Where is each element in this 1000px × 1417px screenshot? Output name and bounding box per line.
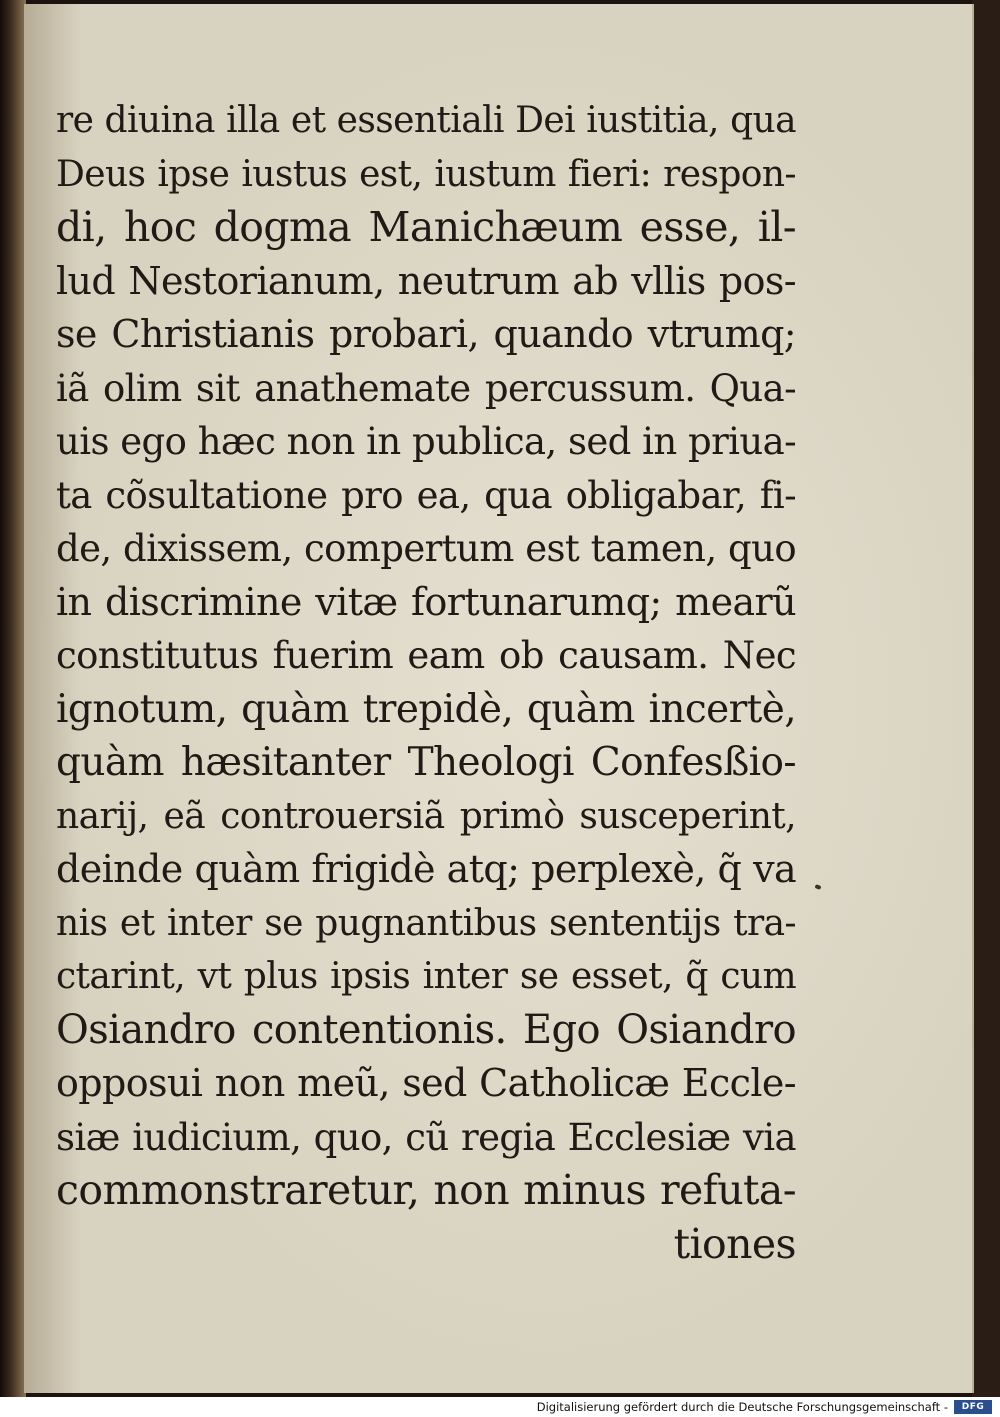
footer-bar xyxy=(0,1397,1000,1417)
page-binding-edge xyxy=(0,0,26,1397)
text-line: siæ iudicium, quo, cũ regia Ecclesiæ via xyxy=(56,1115,796,1159)
page-text xyxy=(56,94,796,1271)
text-line: commonstraretur, non minus refuta- xyxy=(56,1166,796,1214)
text-line: in discrimine vitæ fortunarumq; mearũ xyxy=(56,579,796,624)
text-line: quàm hæsitanter Theologi Confesßio- xyxy=(56,740,796,785)
text-line: ignotum, quàm trepidè, quàm incertè, xyxy=(56,686,796,732)
text-line: se Christianis probari, quando vtrumq; xyxy=(56,312,796,356)
text-line: opposui non meũ, sed Catholicæ Eccle- xyxy=(56,1061,796,1105)
text-line: iã olim sit anathemate percussum. Qua- xyxy=(56,366,796,410)
text-line: Osiandro contentionis. Ego Osiandro xyxy=(56,1006,796,1053)
text-line: re diuina illa et essentiali Dei iustitia, qua xyxy=(56,100,796,141)
text-line: deinde quàm frigidè atq; perplexè, q̃ va xyxy=(56,847,796,891)
text-line: Deus ipse iustus est, iustum fieri: respon- xyxy=(56,153,796,195)
text-line: lud Nestorianum, neutrum ab vllis pos- xyxy=(56,258,796,303)
text-line: uis ego hæc non in publica, sed in priua- xyxy=(56,420,796,463)
text-line: narij, eã controuersiã primò susceperint, xyxy=(56,795,796,837)
scan-right-border xyxy=(972,0,1000,1397)
text-line: ta cõsultatione pro ea, qua obligabar, fi- xyxy=(56,473,796,517)
dfg-logo-icon: DFG xyxy=(954,1400,992,1414)
text-line: constitutus fuerim eam ob causam. Nec xyxy=(56,634,796,677)
footer-credit: Digitalisierung gefördert durch die Deutsche Forschungsgemeinschaft - xyxy=(536,1400,948,1414)
text-line: ctarint, vt plus ipsis inter se esset, q̃ cum xyxy=(56,956,796,997)
text-line: tiones xyxy=(673,1219,796,1268)
text-line: de, dixissem, compertum est tamen, quo xyxy=(56,527,796,570)
text-line: di, hoc dogma Manichæum esse, il- xyxy=(56,203,796,251)
text-line: nis et inter se pugnantibus sententijs tra- xyxy=(56,902,796,944)
